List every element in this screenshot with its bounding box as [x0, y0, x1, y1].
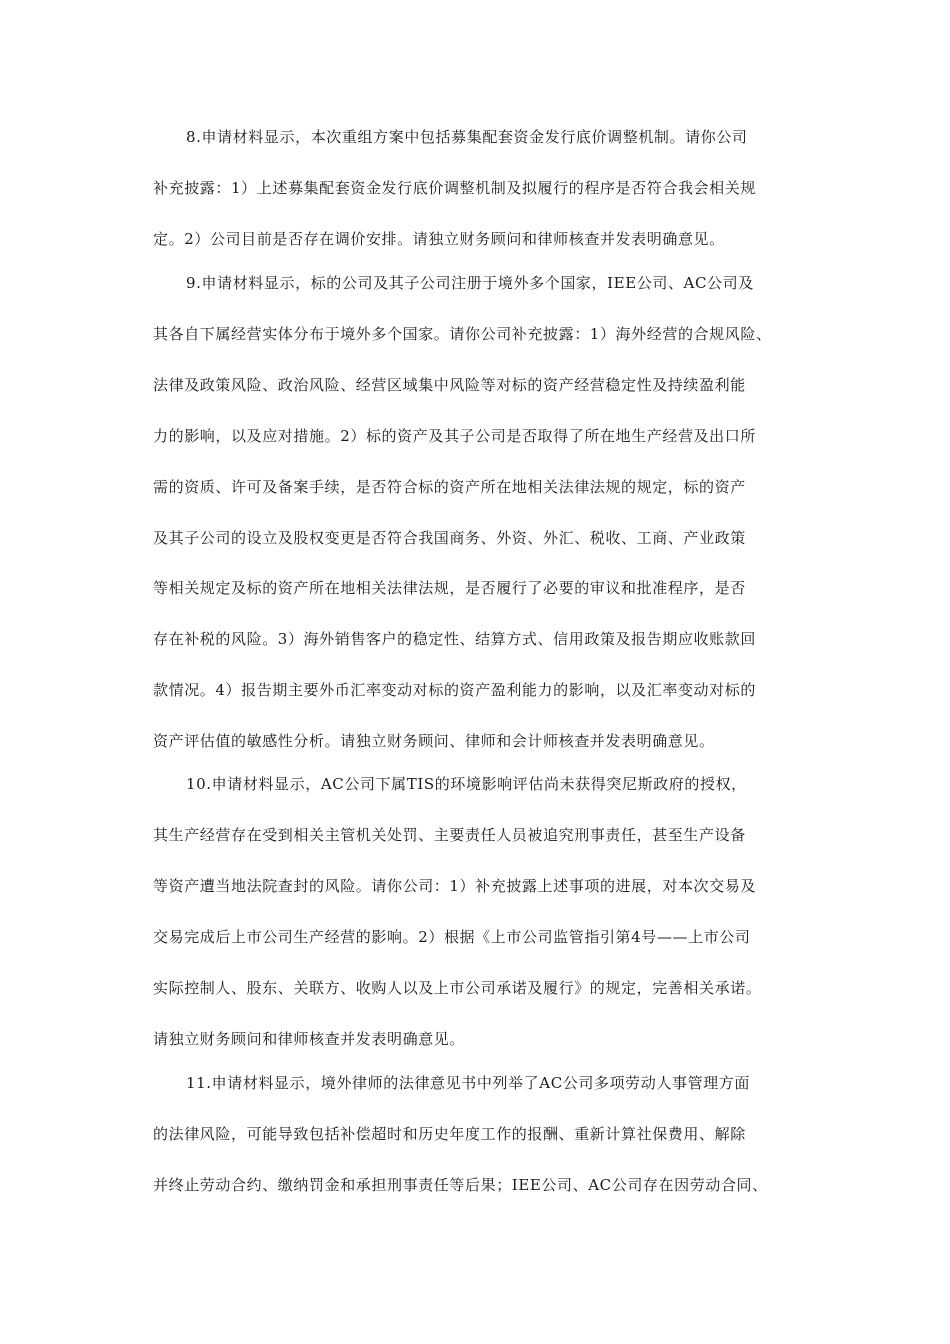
text-line: 等相关规定及标的资产所在地相关法律法规，是否履行了必要的审议和批准程序，是否 — [153, 579, 746, 597]
text-line: 定。2）公司目前是否存在调价安排。请独立财务顾问和律师核查并发表明确意见。 — [153, 230, 725, 248]
text-line: 实际控制人、股东、关联方、收购人以及上市公司承诺及履行》的规定，完善相关承诺。 — [153, 979, 762, 997]
text-line: 9.申请材料显示，标的公司及其子公司注册于境外多个国家，IEE公司、AC公司及 — [186, 274, 754, 292]
text-line: 存在补税的风险。3）海外销售客户的稳定性、结算方式、信用政策及报告期应收账款回 — [153, 630, 756, 648]
text-line: 11.申请材料显示，境外律师的法律意见书中列举了AC公司多项劳动人事管理方面 — [186, 1074, 750, 1092]
text-line: 力的影响，以及应对措施。2）标的资产及其子公司是否取得了所在地生产经营及出口所 — [153, 427, 756, 445]
text-line: 其各自下属经营实体分布于境外多个国家。请你公司补充披露：1）海外经营的合规风险、 — [153, 325, 772, 343]
text-line: 需的资质、许可及备案手续，是否符合标的资产所在地相关法律法规的规定，标的资产 — [153, 478, 746, 496]
text-line: 补充披露：1）上述募集配套资金发行底价调整机制及拟履行的程序是否符合我会相关规 — [153, 179, 756, 197]
text-line: 及其子公司的设立及股权变更是否符合我国商务、外资、外汇、税收、工商、产业政策 — [153, 529, 746, 547]
text-line: 款情况。4）报告期主要外币汇率变动对标的资产盈利能力的影响，以及汇率变动对标的 — [153, 681, 756, 699]
text-line: 请独立财务顾问和律师核查并发表明确意见。 — [153, 1030, 466, 1048]
text-line: 法律及政策风险、政治风险、经营区域集中风险等对标的资产经营稳定性及持续盈利能 — [153, 376, 746, 394]
text-line: 并终止劳动合约、缴纳罚金和承担刑事责任等后果；IEE公司、AC公司存在因劳动合同、 — [153, 1176, 768, 1194]
text-line: 10.申请材料显示，AC公司下属TIS的环境影响评估尚未获得突尼斯政府的授权， — [186, 775, 747, 793]
text-line: 交易完成后上市公司生产经营的影响。2）根据《上市公司监管指引第4号——上市公司 — [153, 928, 751, 946]
text-line: 等资产遭当地法院查封的风险。请你公司：1）补充披露上述事项的进展，对本次交易及 — [153, 877, 756, 895]
text-line: 的法律风险，可能导致包括补偿超时和历史年度工作的报酬、重新计算社保费用、解除 — [153, 1125, 746, 1143]
text-line: 其生产经营存在受到相关主管机关处罚、主要责任人员被追究刑事责任，甚至生产设备 — [153, 826, 746, 844]
text-line: 8.申请材料显示，本次重组方案中包括募集配套资金发行底价调整机制。请你公司 — [186, 128, 748, 146]
text-line: 资产评估值的敏感性分析。请独立财务顾问、律师和会计师核查并发表明确意见。 — [153, 732, 715, 750]
